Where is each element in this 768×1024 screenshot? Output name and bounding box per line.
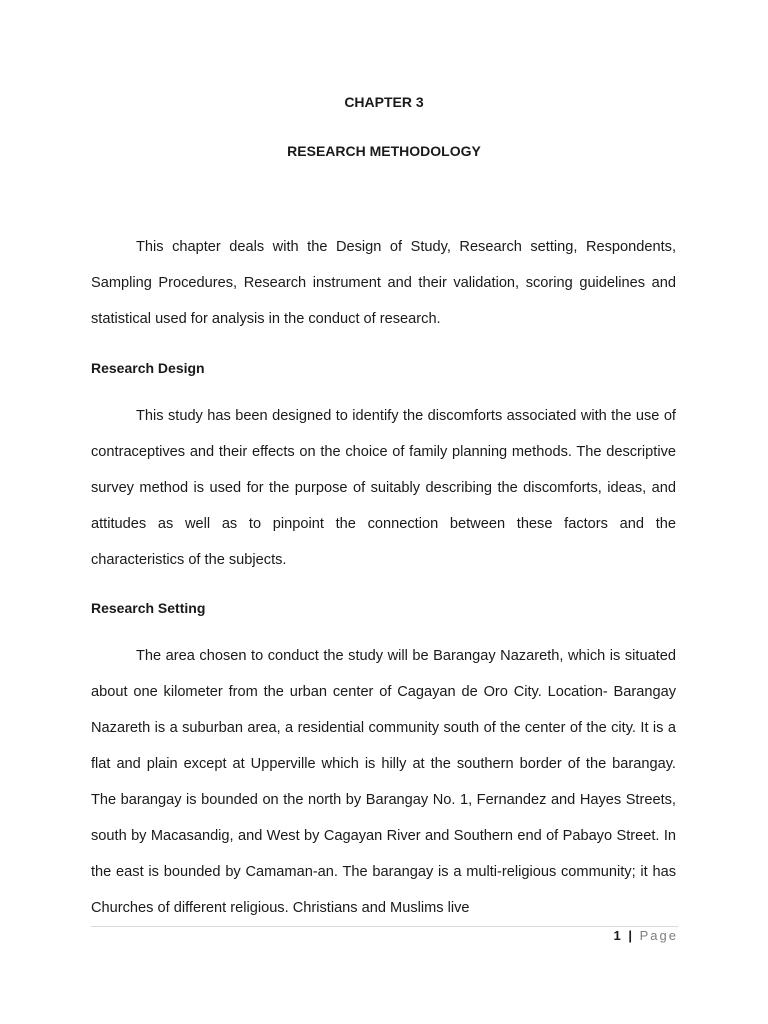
- chapter-title: RESEARCH METHODOLOGY: [287, 143, 481, 159]
- page-footer: [614, 928, 679, 943]
- page-label: Page: [639, 928, 678, 943]
- page-number: 1: [613, 928, 622, 943]
- research-setting-paragraph: The area chosen to conduct the study will be Barangay Nazareth, which is situated about one kilometer from the urban center of Cagayan de Oro City. Location- Barangay Nazareth is a suburban area, a residential community south of the center of the city. It is a flat and plain except at Upperville which is hilly at the southern border of the barangay. The barangay is bounded on the north by Barangay No. 1, Fernandez and Hayes Streets, south by Macasandig, and West by Cagayan River and Southern end of Pabayo Street. In the east is bounded by Camaman-an. The barangay is a multi-religious community; it has Churches of different religious. Christians and Muslims live: [91, 648, 676, 916]
- footer-divider: [91, 926, 678, 927]
- section-heading-research-setting: Research Setting: [91, 600, 206, 616]
- intro-paragraph: This chapter deals with the Design of Study, Research setting, Respondents, Sampling Procedures, Research instrument and their validation, scoring guidelines and statistical used for analysis in the conduct of research.: [91, 239, 676, 327]
- section-heading-research-design: Research Design: [91, 360, 205, 376]
- footer-separator: |: [628, 928, 633, 943]
- chapter-label: CHAPTER 3: [344, 94, 424, 110]
- research-design-paragraph: This study has been designed to identify the discomforts associated with the use of contraceptives and their effects on the choice of family planning methods. The descriptive survey method is used for the purpose of suitably describing the discomforts, ideas, and attitudes as well as to pinpoint the connection between these factors and the characteristics of the subjects.: [91, 408, 676, 568]
